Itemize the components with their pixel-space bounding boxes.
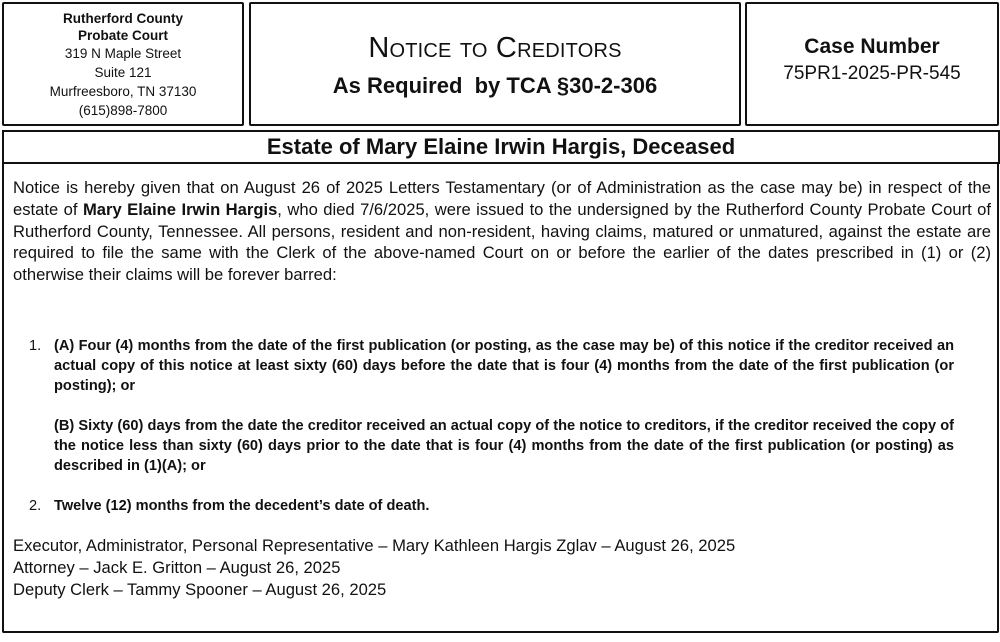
decedent-name: Mary Elaine Irwin Hargis — [82, 199, 278, 219]
court-name-line1: Rutherford County — [63, 11, 183, 26]
court-info-box — [2, 2, 244, 126]
court-phone: (615)898-7800 — [78, 103, 168, 118]
clause-2-text: Twelve (12) months from the decedent’s date of death. — [54, 498, 430, 514]
signature-block — [13, 535, 735, 601]
clause-item-1 — [4, 336, 994, 476]
clause-1a-text: (A) Four (4) months from the date of the first publication (or posting, as the case may be) of this notice if the creditor received an actual copy of this notice at least sixty (60) days before the date that is four (4) months from the date of the first publication (or posting); or — [54, 338, 954, 394]
notice-title-box — [249, 2, 741, 126]
case-number-label: Case Number — [804, 35, 940, 58]
clause-number: 1. — [29, 338, 42, 354]
court-address-line2: Suite 121 — [94, 65, 152, 80]
court-address-line1: 319 N Maple Street — [64, 46, 182, 61]
estate-heading-row — [2, 130, 1000, 164]
clause-1b-text: (B) Sixty (60) days from the date the creditor received an actual copy of the notice to creditors, if the creditor received the copy of the notice less than sixty (60) days prior to the date that is four (4) months from the date of the first publication (or posting) as described in (1)(A); or — [54, 418, 954, 474]
case-number-value: 75PR1-2025-PR-545 — [783, 63, 961, 84]
notice-body-box — [2, 163, 999, 633]
clause-number: 2. — [29, 498, 42, 514]
intro-text-part1: Notice is hereby given that on August 26 of 2025 Letters Testamentary (or of Administration as the case may be) in respect of the estate of — [13, 178, 991, 219]
signature-executor: Executor, Administrator, Personal Representative – Mary Kathleen Hargis Zglav – August 26, 2025 — [13, 536, 736, 555]
court-city-state-zip: Murfreesboro, TN 37130 — [49, 84, 197, 99]
clause-item-2 — [4, 496, 994, 516]
estate-heading: Estate of Mary Elaine Irwin Hargis, Deceased — [266, 134, 736, 159]
court-name-line2: Probate Court — [77, 28, 168, 43]
case-number-box — [745, 2, 999, 126]
intro-paragraph — [13, 177, 991, 286]
notice-title: Notice to Creditors — [368, 32, 622, 64]
claim-deadline-list — [4, 336, 994, 516]
signature-attorney: Attorney – Jack E. Gritton – August 26, 2025 — [13, 558, 341, 577]
notice-subtitle: As Required by TCA §30-2-306 — [332, 73, 658, 98]
intro-text-part2: , who died 7/6/2025, were issued to the undersigned by the Rutherford County Probate Court of Rutherford County, Tennessee. All persons, resident and non-resident, having claims, matured or unmatured, against the estate are required to file the same with the Clerk of the above-named Court on or before the earlier of the dates prescribed in (1) or (2) otherwise their claims will be forever barred: — [13, 199, 991, 285]
signature-deputy-clerk: Deputy Clerk – Tammy Spooner – August 26, 2025 — [13, 580, 387, 599]
